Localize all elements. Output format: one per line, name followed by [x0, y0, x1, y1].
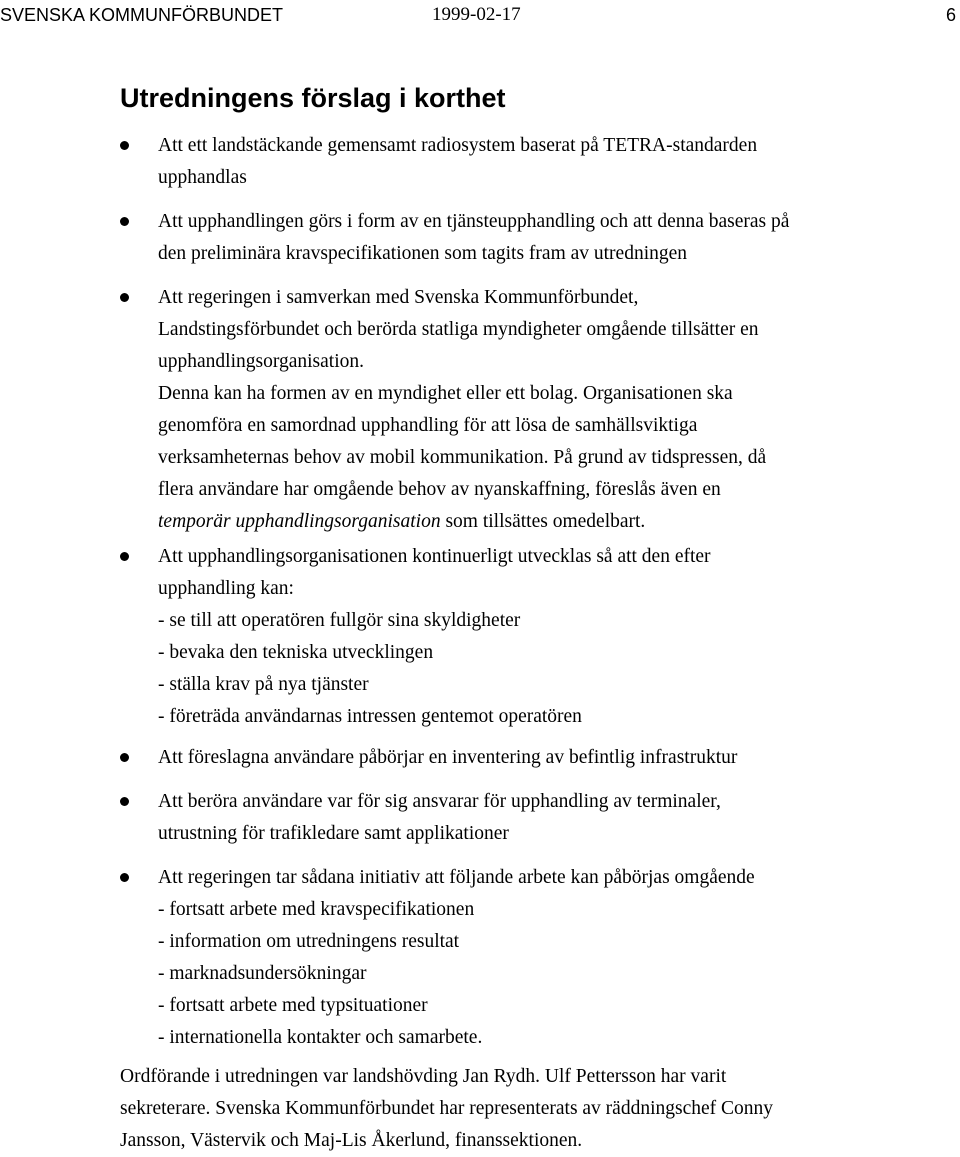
list-item-text: Att föreslagna användare påbörjar en inventering av befintlig infrastruktur: [158, 747, 738, 768]
list-item: [158, 130, 948, 194]
bullet-icon: [120, 293, 129, 302]
list-item: [158, 206, 948, 270]
italic-term: temporär upphandlingsorganisation: [158, 511, 441, 532]
list-item-detail: Denna kan ha formen av en myndighet eller ett bolag. Organisationen ska genomföra en samordnad upphandling för att lösa de samhällsviktiga verksamheternas behov av mobil kommunikation. På grund av tidspressen, då flera användare har omgående behov av nyanskaffning, föreslås även en temporär upphandlingsorganisation som tillsättes omedelbart.: [158, 383, 767, 532]
page-header: [0, 4, 960, 26]
page-number: 6: [945, 5, 956, 25]
list-item-text: Att upphandlingen görs i form av en tjänsteupphandling och att denna baseras på den preliminära kravspecifikationen som tagits fram av utredningen: [158, 211, 790, 264]
list-item: [158, 282, 948, 538]
list-item-text: Att beröra användare var för sig ansvarar för upphandling av terminaler, utrustning för trafikledare samt applikationer: [158, 791, 721, 844]
bullet-icon: [120, 552, 129, 561]
section-title: Utredningens förslag i korthet: [120, 83, 506, 113]
list-item-text: Att regeringen i samverkan med Svenska Kommunförbundet, Landstingsförbundet och berörda statliga myndigheter omgående tillsätter en upphandlingsorganisation.: [158, 287, 759, 372]
list-item-text: Att ett landstäckande gemensamt radiosystem baserat på TETRA-standarden upphandlas: [158, 135, 758, 188]
bullet-icon: [120, 753, 129, 762]
list-item: [158, 862, 948, 1054]
header-organization: SVENSKA KOMMUNFÖRBUNDET: [0, 5, 284, 25]
bullet-icon: [120, 873, 129, 882]
list-item-text: Att regeringen tar sådana initiativ att följande arbete kan påbörjas omgående - fortsatt arbete med kravspecifikationen - information om utredningens resultat - marknadsundersökningar - fortsatt arbete med typsituationer - internationella kontakter och samarbete.: [158, 867, 755, 1048]
list-item: [158, 742, 948, 774]
closing-paragraph: Ordförande i utredningen var landshövding Jan Rydh. Ulf Pettersson har varit sekreterare. Svenska Kommunförbundet har representerats av räddningschef Conny Jansson, Västervik och Maj-Lis Åkerlund, finanssektionen.: [120, 1066, 774, 1151]
header-date: 1999-02-17: [432, 4, 521, 25]
bullet-icon: [120, 797, 129, 806]
list-item: [158, 786, 948, 850]
list-item-text: Att upphandlingsorganisationen kontinuerligt utvecklas så att den efter upphandling kan: - se till att operatören fullgör sina skyldigheter - bevaka den tekniska utvecklingen - ställa krav på nya tjänster - företräda användarnas intressen gentemot operatören: [158, 546, 711, 727]
bullet-icon: [120, 217, 129, 226]
list-item: [158, 541, 948, 733]
bullet-icon: [120, 141, 129, 150]
